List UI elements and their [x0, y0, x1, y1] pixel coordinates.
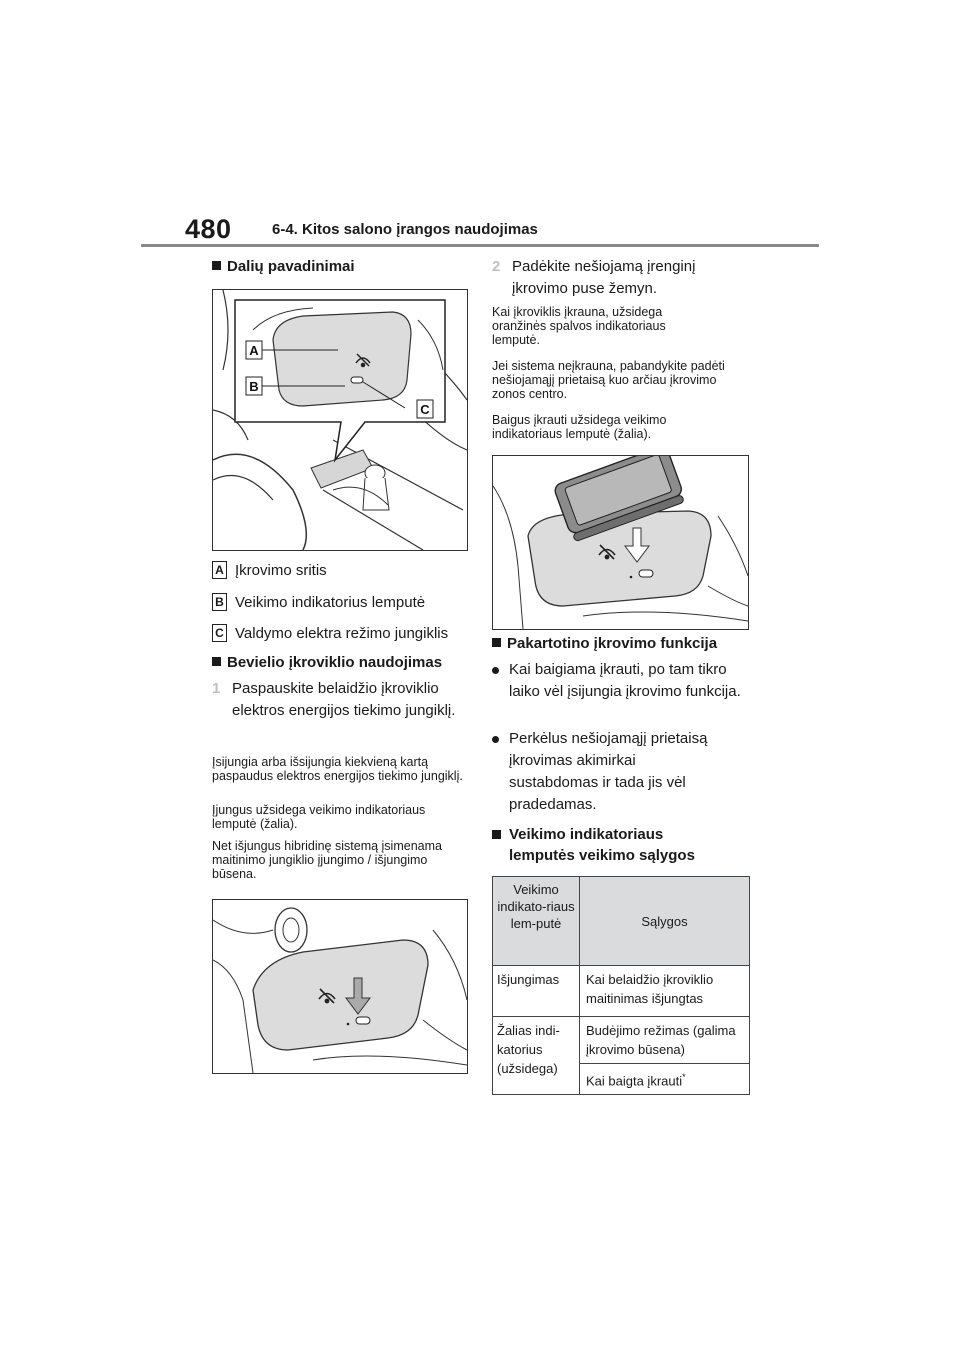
note: Kai įkroviklis įkrauna, užsidega oranžinės spalvos indikatoriaus lemputė.: [492, 305, 666, 347]
table-header-cell: Veikimo indikato-riaus lem-putė: [493, 877, 580, 966]
step-text: Padėkite nešiojamą įrenginį įkrovimo puse žemyn.: [512, 258, 696, 297]
square-bullet-icon: [212, 657, 221, 666]
recharge-heading: Pakartotino įkrovimo funkcija: [492, 633, 750, 654]
note: Jei sistema neįkrauna, pabandykite padėti nešiojamąjį prietaisą kuo arčiau įkrovimo zonos centro.: [492, 359, 725, 401]
conditions-heading: Veikimo indikatoriaus lemputės veikimo sąlygos: [492, 824, 712, 866]
parts-illustration: [212, 289, 468, 551]
table-cell: Kai baigta įkrauti*: [580, 1064, 750, 1095]
header-divider: [141, 244, 819, 247]
table-header-row: [493, 877, 750, 966]
parts-heading: Dalių pavadinimai: [212, 256, 468, 277]
table-row: [493, 1017, 750, 1064]
step-number: 2: [492, 258, 501, 275]
usage-heading: Bevielio įkroviklio naudojimas: [212, 652, 474, 673]
square-bullet-icon: [492, 830, 501, 839]
conditions-table: [492, 876, 750, 1095]
table-cell: Išjungimas: [493, 966, 580, 1017]
phone-placement-illustration: [492, 455, 749, 630]
legend-key-c: C: [212, 624, 227, 642]
note: Įjungus užsidega veikimo indikatoriaus lemputė (žalia).: [212, 803, 426, 831]
square-bullet-icon: [492, 638, 501, 647]
note: Baigus įkrauti užsidega veikimo indikatoriaus lemputė (žalia).: [492, 413, 667, 441]
step-1: [212, 678, 462, 722]
svg-text:B: B: [249, 379, 259, 394]
svg-text:A: A: [249, 343, 259, 358]
step-number: 1: [212, 680, 221, 697]
table-cell: Žalias indi-katorius (užsidega): [493, 1017, 580, 1095]
svg-text:C: C: [420, 402, 430, 417]
bullet-dot-icon: [492, 667, 499, 674]
list-item: Perkėlus nešiojamąjį prietaisą įkrovimas akimirkai sustabdomas ir tada jis vėl pradedamas.: [492, 728, 722, 816]
table-header-cell: Sąlygos: [580, 877, 750, 966]
list-item: Kai baigiama įkrauti, po tam tikro laiko vėl įsijungia įkrovimo funkcija.: [492, 659, 747, 703]
step-2: [492, 256, 732, 300]
bullet-dot-icon: [492, 736, 499, 743]
square-bullet-icon: [212, 261, 221, 270]
table-row: [493, 966, 750, 1017]
note: Net išjungus hibridinę sistemą įsimenama maitinimo jungiklio įjungimo / išjungimo būsena.: [212, 839, 442, 881]
section-title: 6-4. Kitos salono įrangos naudojimas: [272, 221, 538, 238]
table-cell: Kai belaidžio įkroviklio maitinimas išjungtas: [580, 966, 750, 1017]
legend-item-b: B Veikimo indikatorius lemputė: [212, 593, 468, 613]
note: Įsijungia arba išsijungia kiekvieną kartą paspaudus elektros energijos tiekimo jungiklį.: [212, 755, 463, 783]
power-switch-illustration: [212, 899, 468, 1074]
legend-key-b: B: [212, 593, 227, 611]
page-number: 480: [185, 214, 232, 244]
legend-key-a: A: [212, 561, 227, 579]
step-text: Paspauskite belaidžio įkroviklio elektros energijos tiekimo jungiklį.: [232, 680, 456, 719]
footnote-mark: *: [682, 1072, 686, 1082]
legend-item-c: C Valdymo elektra režimo jungiklis: [212, 624, 474, 644]
table-cell: Budėjimo režimas (galima įkrovimo būsena): [580, 1017, 750, 1064]
legend-item-a: A Įkrovimo sritis: [212, 561, 468, 581]
